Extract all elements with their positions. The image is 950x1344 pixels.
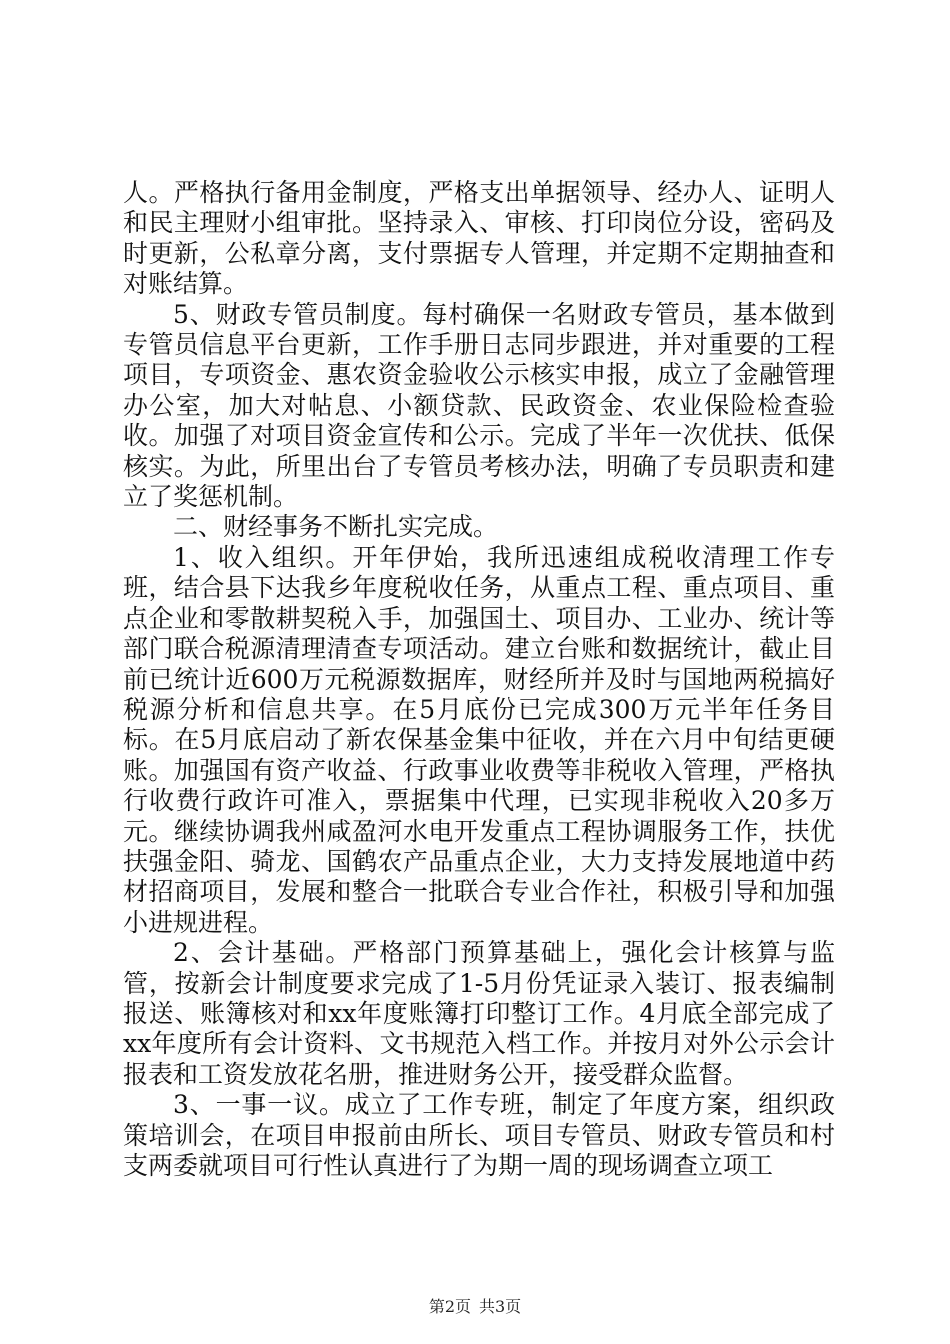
paragraph-2: 5、财政专管员制度。每村确保一名财政专管员，基本做到专管员信息平台更新，工作手册日志同步跟进，并对重要的工程项目，专项资金、惠农资金验收公示核实申报，成立了金融管理办公室，加大对帖息、小额贷款、民政资金、农业保险检查验收。加强了对项目资金宣传和公示。完成了半年一次优扶、低保核实。为此，所里出台了专管员考核办法，明确了专员职责和建立了奖惩机制。 <box>123 299 835 512</box>
document-body <box>123 178 835 1181</box>
page-number: 第2页 <box>428 1297 471 1316</box>
paragraph-3: 二、财经事务不断扎实完成。 <box>173 512 499 542</box>
page-total: 共3页 <box>479 1297 522 1316</box>
paragraph-6: 3、一事一议。成立了工作专班，制定了年度方案，组织政策培训会，在项目申报前由所长、项目专管员、财政专管员和村支两委就项目可行性认真进行了为期一周的现场调查立项工 <box>123 1090 835 1180</box>
page-footer <box>0 1294 950 1317</box>
paragraph-5: 2、会计基础。严格部门预算基础上，强化会计核算与监管，按新会计制度要求完成了1-5月份凭证录入装订、报表编制报送、账簿核对和xx年度账簿打印整订工作。4月底全部完成了xx年度所有会计资料、文书规范入档工作。并按月对外公示会计报表和工资发放花名册，推进财务公开，接受群众监督。 <box>123 938 835 1089</box>
paragraph-4: 1、收入组织。开年伊始，我所迅速组成税收清理工作专班，结合县下达我乡年度税收任务，从重点工程、重点项目、重点企业和零散耕契税入手，加强国土、项目办、工业办、统计等部门联合税源清理清查专项活动。建立台账和数据统计，截止目前已统计近600万元税源数据库，财经所并及时与国地两税搞好税源分析和信息共享。在5月底份已完成300万元半年任务目标。在5月底启动了新农保基金集中征收，并在六月中旬结更硬账。加强国有资产收益、行政事业收费等非税收入管理，严格执行收费行政许可准入，票据集中代理，已实现非税收入20多万元。继续协调我州咸盈河水电开发重点工程协调服务工作，扶优扶强金阳、骑龙、国鹤农产品重点企业，大力支持发展地道中药材招商项目，发展和整合一批联合专业合作社，积极引导和加强小进规进程。 <box>123 542 835 937</box>
paragraph-1: 人。严格执行备用金制度，严格支出单据领导、经办人、证明人和民主理财小组审批。坚持录入、审核、打印岗位分设，密码及时更新，公私章分离，支付票据专人管理，并定期不定期抽查和对账结算。 <box>123 178 835 299</box>
